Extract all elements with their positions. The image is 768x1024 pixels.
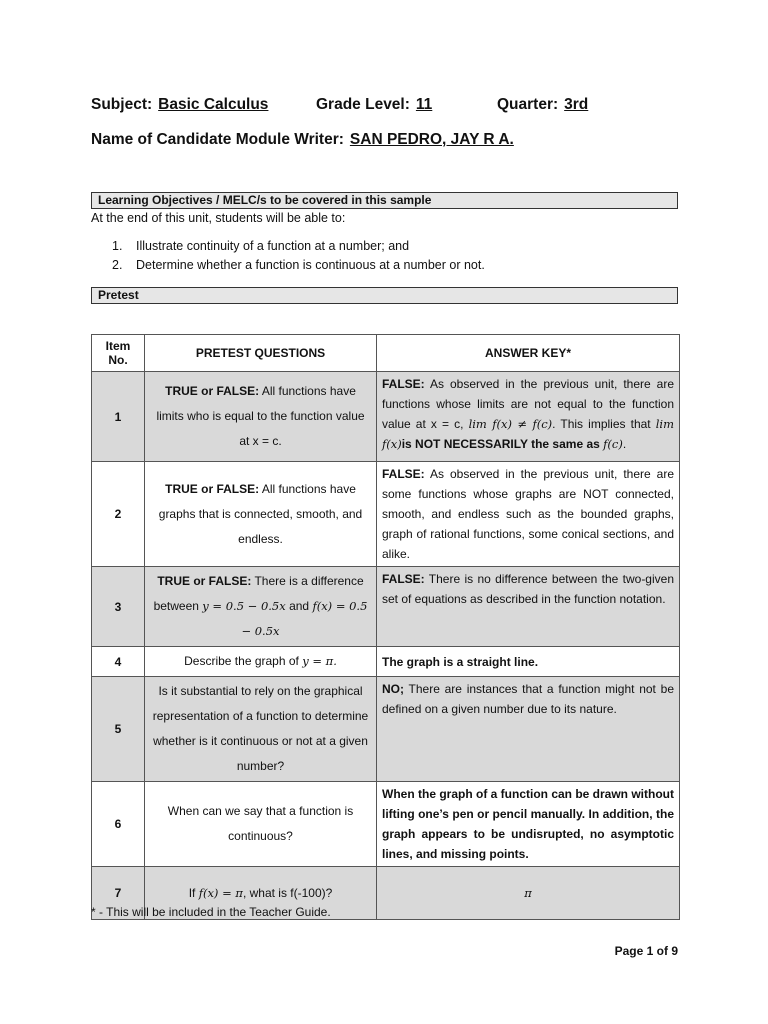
pretest-table (91, 334, 680, 920)
question-text: All functions have limits who is equal to the function value at x = c. (156, 384, 365, 448)
item-number: 5 (92, 677, 145, 782)
objective-item (112, 258, 485, 272)
question-cell: When can we say that a function is continuous? (145, 782, 377, 867)
answer-text: . (622, 437, 627, 451)
subject-field (91, 96, 268, 114)
table-row (92, 647, 680, 677)
answer-cell (377, 462, 680, 567)
answer-text: As observed in the previous unit, there are some functions whose graphs are NOT connected, smooth, and endless such as the bounded graphs, graph of rational functions, some conical sections, and alike. (382, 467, 674, 561)
question-prefix: TRUE or FALSE: (157, 574, 252, 588)
quarter-value: 3rd (564, 96, 589, 113)
page-prefix: Page (614, 944, 647, 958)
math-expression: y = π. (302, 654, 337, 668)
table-row (92, 462, 680, 567)
math-expression: π (524, 886, 532, 900)
item-number: 2 (92, 462, 145, 567)
item-number: 3 (92, 567, 145, 647)
question-cell (145, 462, 377, 567)
table-row (92, 677, 680, 782)
question-text: Describe the graph of (184, 654, 303, 668)
math-expression: f(x) = π (198, 885, 243, 900)
grade-label: Grade Level: (316, 96, 410, 113)
grade-level-field (316, 96, 432, 114)
page-current: 1 (646, 944, 654, 958)
grade-value: 11 (415, 96, 433, 113)
question-prefix: TRUE or FALSE: (165, 481, 260, 496)
writer-value: SAN PEDRO, JAY R A. (349, 131, 514, 148)
question-text: , what is f(-100)? (242, 885, 333, 900)
answer-cell (377, 372, 680, 462)
question-cell (145, 647, 377, 677)
answer-cell (377, 647, 680, 677)
answer-cell (377, 567, 680, 647)
question-text: and (285, 599, 313, 613)
objective-text: Illustrate continuity of a function at a number; and (136, 239, 410, 253)
table-row (92, 782, 680, 867)
item-number: 7 (92, 867, 145, 920)
question-text: All functions have graphs that is connected, smooth, and endless. (158, 481, 363, 546)
subject-label: Subject: (91, 96, 153, 113)
question-prefix: TRUE or FALSE: (165, 384, 260, 398)
answer-text: is NOT NECESSARILY the same as (401, 437, 604, 451)
subject-value: Basic Calculus (158, 96, 269, 113)
answer-text: . This implies that (552, 417, 656, 431)
writer-label: Name of Candidate Module Writer: (91, 131, 344, 148)
item-no-header: Item No. (92, 335, 145, 372)
answer-prefix: FALSE: (382, 377, 425, 391)
answer-cell (377, 677, 680, 782)
pretest-title-bar: Pretest (91, 287, 678, 304)
answer-cell (377, 782, 680, 867)
objective-number: 2. (112, 258, 123, 272)
table-row (92, 372, 680, 462)
answer-prefix: FALSE: (382, 467, 425, 481)
table-row (92, 567, 680, 647)
page-separator: of (653, 944, 672, 958)
objectives-title-bar: Learning Objectives / MELC/s to be covered in this sample (91, 192, 678, 209)
question-text: If (188, 885, 199, 900)
answer-cell (377, 867, 680, 920)
math-expression: y = 0.5 − 0.5x (202, 599, 286, 613)
math-expression: f(c) (603, 437, 623, 451)
math-expression: lim f(x) (382, 417, 674, 451)
question-cell (145, 372, 377, 462)
answer-prefix: NO; (382, 682, 404, 696)
question-cell (145, 567, 377, 647)
objective-number: 1. (112, 239, 123, 253)
answer-text: There are instances that a function might not be defined on a given number due to its nature. (382, 682, 674, 716)
item-number: 6 (92, 782, 145, 867)
quarter-field (497, 96, 588, 114)
answer-text: When the graph of a function can be drawn without lifting one’s pen or pencil manually. In addition, the graph appears to be undisrupted, no asymptotic lines, and missing points. (382, 787, 674, 861)
objective-item (112, 239, 409, 253)
question-text: There is a difference between (153, 574, 364, 613)
math-expression: f(x) = 0.5 − 0.5x (241, 599, 368, 638)
answer-text: As observed in the previous unit, there are functions whose limits are not equal to the function value at x = c, (382, 377, 674, 431)
answer-prefix: FALSE: (382, 572, 425, 586)
quarter-label: Quarter: (497, 96, 559, 113)
answer-text: The graph is a straight line. (382, 654, 539, 669)
objectives-intro: At the end of this unit, students will be able to: (91, 211, 346, 225)
objective-text: Determine whether a function is continuous at a number or not. (136, 258, 485, 272)
answer-text: There is no difference between the two-given set of equations as described in the function notation. (382, 572, 674, 606)
footnote: * - This will be included in the Teacher Guide. (91, 905, 331, 919)
page-number (615, 944, 678, 958)
math-expression: lim f(x) ≠ f(c) (468, 417, 553, 431)
question-cell: Is it substantial to rely on the graphical representation of a function to determine whether is it continuous or not at a given number? (145, 677, 377, 782)
table-header-row (92, 335, 680, 372)
writer-field (91, 131, 514, 149)
answer-key-header: ANSWER KEY* (377, 335, 680, 372)
page-total: 9 (671, 944, 678, 958)
item-number: 4 (92, 647, 145, 677)
item-number: 1 (92, 372, 145, 462)
questions-header: PRETEST QUESTIONS (145, 335, 377, 372)
